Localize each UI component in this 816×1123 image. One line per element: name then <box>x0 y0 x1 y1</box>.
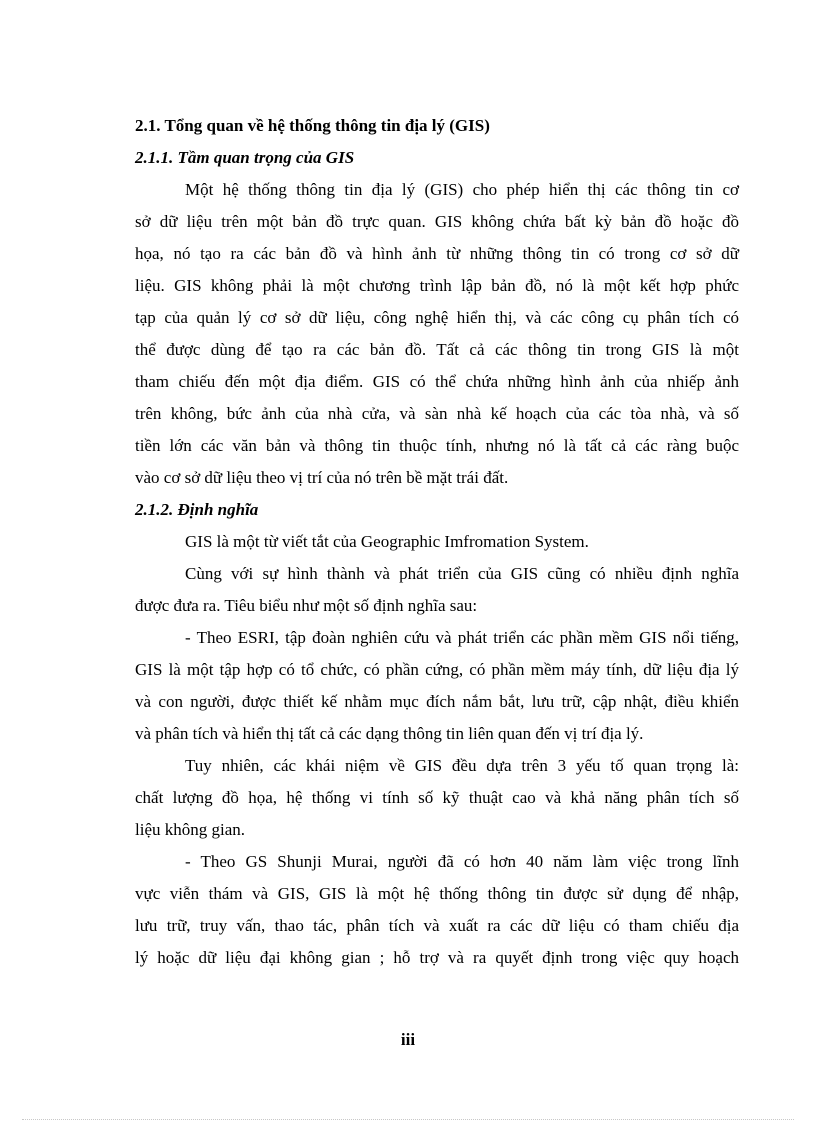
document-body <box>135 110 739 974</box>
paragraph-line: vực viễn thám và GIS, GIS là một hệ thống thông tin được sử dụng để nhập, <box>135 884 739 903</box>
subsection-heading-definition: 2.1.2. Định nghĩa <box>135 500 259 519</box>
paragraph-importance <box>135 174 739 494</box>
paragraph-line: họa, nó tạo ra các bản đồ và hình ảnh từ những thông tin có trong cơ sở dữ <box>135 244 739 263</box>
paragraph-line: tham chiếu đến một địa điểm. GIS có thể chứa những hình ảnh của nhiếp ảnh <box>135 372 739 391</box>
paragraph-definitions-intro <box>135 558 739 622</box>
paragraph-line: được đưa ra. Tiêu biểu như một số định nghĩa sau: <box>135 596 478 615</box>
paragraph-line: GIS là một tập hợp có tổ chức, có phần cứng, có phần mềm máy tính, dữ liệu địa lý <box>135 660 739 679</box>
paragraph-line: và phân tích và hiển thị tất cả các dạng thông tin liên quan đến vị trí địa lý. <box>135 724 644 743</box>
paragraph-key-factors <box>135 750 739 846</box>
paragraph-line: vào cơ sở dữ liệu theo vị trí của nó trên bề mặt trái đất. <box>135 468 509 487</box>
paragraph-line: sở dữ liệu trên một bản đồ trực quan. GIS không chứa bất kỳ bản đồ hoặc đồ <box>135 212 739 231</box>
paragraph-line: tiền lớn các văn bản và thông tin thuộc tính, nhưng nó là tất cả các ràng buộc <box>135 436 739 455</box>
paragraph-esri-definition <box>135 622 739 750</box>
paragraph-line: lưu trữ, truy vấn, thao tác, phân tích và xuất ra các dữ liệu có tham chiếu địa <box>135 916 739 935</box>
subsection-heading-importance: 2.1.1. Tầm quan trọng của GIS <box>135 148 355 167</box>
paragraph-line: trên không, bức ảnh của nhà cửa, và sàn nhà kế hoạch của các tòa nhà, và số <box>135 404 739 423</box>
paragraph-acronym: GIS là một từ viết tắt của Geographic Imfromation System. <box>185 532 589 551</box>
paragraph-line: chất lượng đồ họa, hệ thống vi tính số kỹ thuật cao và khả năng phân tích số <box>135 788 739 807</box>
page-bottom-border <box>22 1119 794 1120</box>
paragraph-murai-definition <box>135 846 739 974</box>
paragraph-line: thể được dùng để tạo ra các bản đồ. Tất cả các thông tin trong GIS là một <box>135 340 739 359</box>
paragraph-line: Một hệ thống thông tin địa lý (GIS) cho phép hiển thị các thông tin cơ <box>185 180 739 199</box>
paragraph-line: liệu không gian. <box>135 820 246 839</box>
paragraph-line: Cùng với sự hình thành và phát triển của GIS cũng có nhiều định nghĩa <box>185 564 739 583</box>
page-number: iii <box>400 1030 416 1049</box>
paragraph-line: - Theo GS Shunji Murai, người đã có hơn 40 năm làm việc trong lĩnh <box>185 852 739 871</box>
paragraph-line: và con người, được thiết kế nhằm mục đích nắm bắt, lưu trữ, cập nhật, điều khiển <box>135 692 739 711</box>
paragraph-line: liệu. GIS không phải là một chương trình lập bản đồ, nó là một kết hợp phức <box>135 276 739 295</box>
paragraph-line: - Theo ESRI, tập đoàn nghiên cứu và phát triển các phần mềm GIS nổi tiếng, <box>185 628 739 647</box>
paragraph-line: tạp của quản lý cơ sở dữ liệu, công nghệ hiển thị, và các công cụ phân tích có <box>135 308 739 327</box>
paragraph-line: Tuy nhiên, các khái niệm về GIS đều dựa trên 3 yếu tố quan trọng là: <box>185 756 739 775</box>
section-heading: 2.1. Tổng quan về hệ thống thông tin địa lý (GIS) <box>135 116 490 135</box>
paragraph-line: lý hoặc dữ liệu đại không gian ; hỗ trợ và ra quyết định trong việc quy hoạch <box>135 948 739 967</box>
